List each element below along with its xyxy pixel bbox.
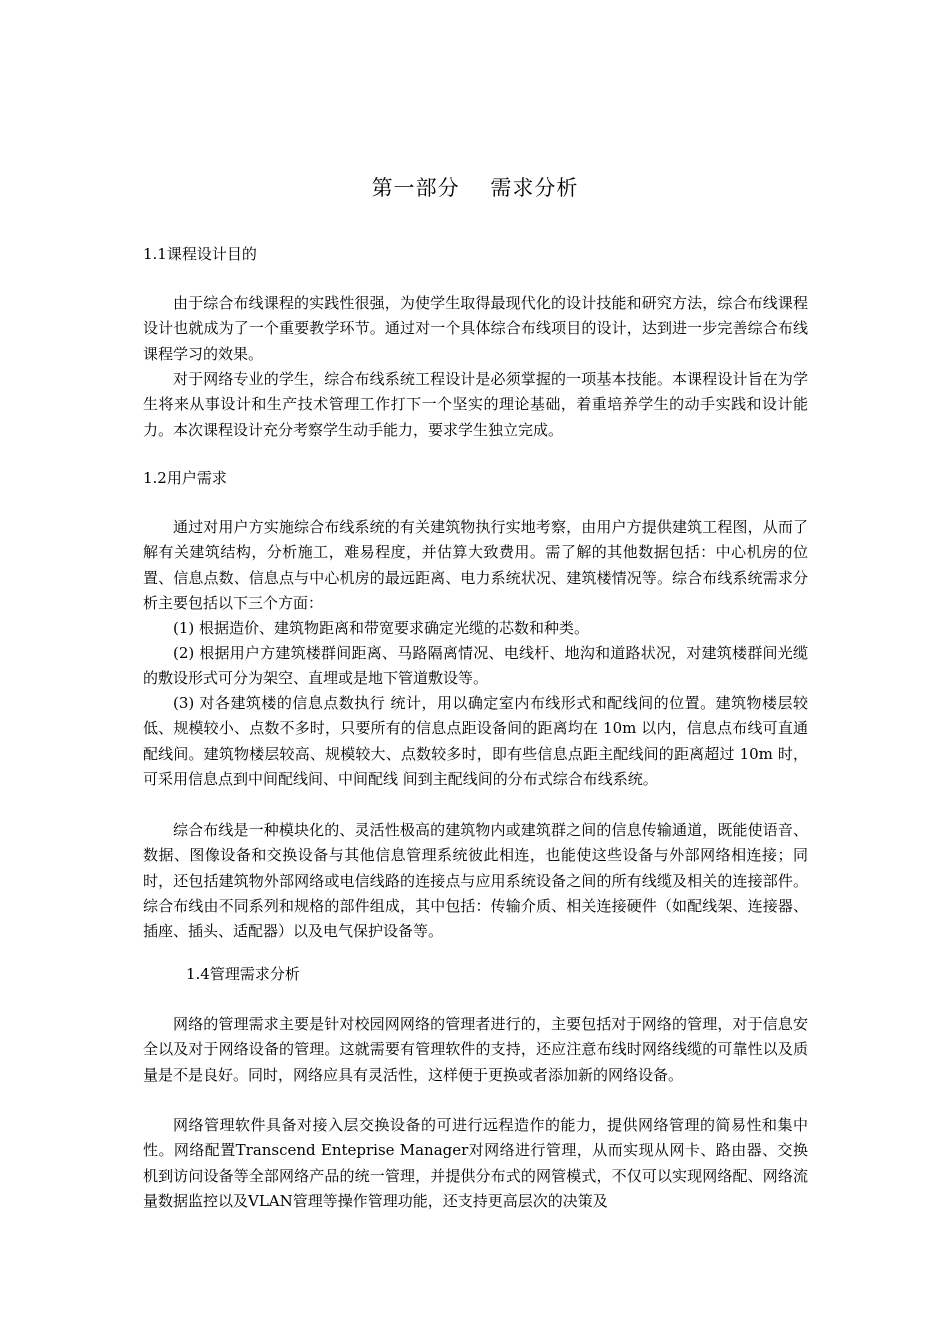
paragraph: 综合布线是一种模块化的、灵活性极高的建筑物内或建筑群之间的信息传输通道，既能使语音、数据、图像设备和交换设备与其他信息管理系统彼此相连，也能使这些设备与外部网络相连接；同时，还包括建筑物外部网络或电信线路的连接点与应用系统设备之间的所有线缆及相关的连接部件。综合布线由不同系列和规格的部件组成，其中包括：传输介质、相关连接硬件（如配线架、连接器、插座、插头、适配器）以及电气保护设备等。 xyxy=(143,821,808,941)
list-item: (1) 根据造价、建筑物距离和带宽要求确定光缆的芯数和种类。 xyxy=(173,619,590,637)
section-heading-1-4: 1.4管理需求分析 xyxy=(186,965,300,983)
list-item: (3) 对各建筑楼的信息点数执行 统计，用以确定室内布线形式和配线间的位置。建筑物楼层较低、规模较小、点数不多时，只要所有的信息点距设备间的距离均在 10m 以内，信息点布线可直通配线间。建筑物楼层较高、规模较大、点数较多时，即有些信息点距主配线间的距离超过 10m 时，可采用信息点到中间配线间、中间配线 间到主配线间的分布式综合布线系统。 xyxy=(143,694,808,788)
paragraph: 由于综合布线课程的实践性很强，为使学生取得最现代化的设计技能和研究方法，综合布线课程设计也就成为了一个重要教学环节。通过对一个具体综合布线项目的设计，达到进一步完善综合布线课程学习的效果。 xyxy=(143,294,808,363)
paragraph: 网络管理软件具备对接入层交换设备的可进行远程造作的能力，提供网络管理的简易性和集中性。网络配置Transcend Enteprise Manager对网络进行管理，从而实现从网卡、路由器、交换机到访问设备等全部网络产品的统一管理，并提供分布式的网管模式，不仅可以实现网络配、网络流量数据监控以及VLAN管理等操作管理功能，还支持更高层次的决策及 xyxy=(143,1116,808,1210)
paragraph: 网络的管理需求主要是针对校园网网络的管理者进行的，主要包括对于网络的管理，对于信息安全以及对于网络设备的管理。这就需要有管理软件的支持，还应注意布线时网络线缆的可靠性以及质量是不是良好。同时，网络应具有灵活性，这样便于更换或者添加新的网络设备。 xyxy=(143,1015,808,1084)
section-heading-1-2: 1.2用户需求 xyxy=(143,469,227,487)
list-item: (2) 根据用户方建筑楼群间距离、马路隔离情况、电线杆、地沟和道路状况，对建筑楼群间光缆的敷设形式可分为架空、直埋或是地下管道敷设等。 xyxy=(143,644,808,688)
section-heading-1-1: 1.1课程设计目的 xyxy=(143,245,257,263)
page-title: 第一部分 需求分析 xyxy=(371,176,579,200)
paragraph: 对于网络专业的学生，综合布线系统工程设计是必须掌握的一项基本技能。本课程设计旨在为学生将来从事设计和生产技术管理工作打下一个坚实的理论基础，着重培养学生的动手实践和设计能力。本次课程设计充分考察学生动手能力，要求学生独立完成。 xyxy=(143,370,808,439)
paragraph: 通过对用户方实施综合布线系统的有关建筑物执行实地考察，由用户方提供建筑工程图，从而了解有关建筑结构，分析施工，难易程度，并估算大致费用。需了解的其他数据包括：中心机房的位置、信息点数、信息点与中心机房的最远距离、电力系统状况、建筑楼情况等。综合布线系统需求分析主要包括以下三个方面： xyxy=(143,518,808,612)
